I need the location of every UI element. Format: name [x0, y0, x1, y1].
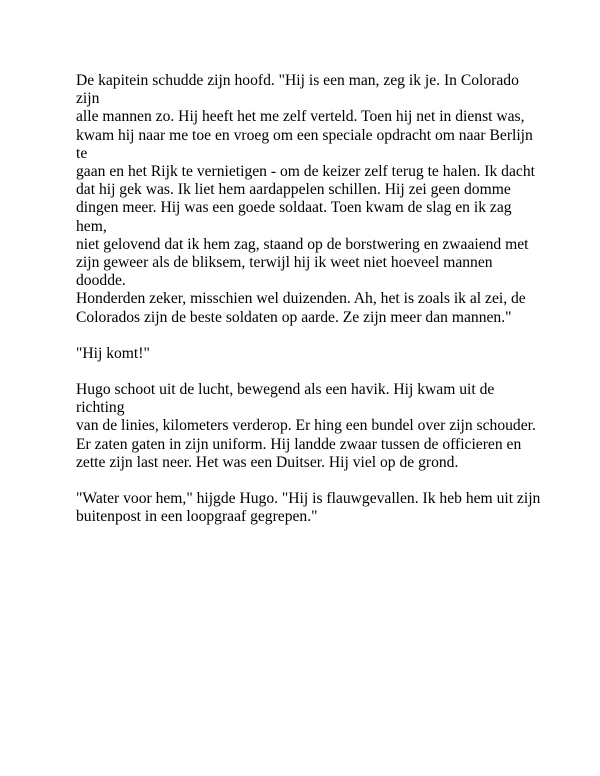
paragraph-hugo: Hugo schoot uit de lucht, bewegend als een havik. Hij kwam uit de richting van de linies, kilometers verderop. Er hing een bundel over zijn schouder. Er zaten gaten in zijn uniform. Hij landde zwaar tussen de officieren en zette zijn last neer. Het was een Duitser. Hij viel op de grond. [76, 381, 536, 471]
body-text [76, 72, 546, 544]
paragraph-water: "Water voor hem," hijgde Hugo. "Hij is flauwgevallen. Ik heb hem uit zijn buitenpost in een loopgraaf gegrepen." [76, 490, 541, 526]
paragraph-kapitein: De kapitein schudde zijn hoofd. "Hij is een man, zeg ik je. In Colorado zijn alle mannen zo. Hij heeft het me zelf verteld. Toen hij net in dienst was, kwam hij naar me toe en vroeg om een speciale opdracht om naar Berlijn te gaan en het Rijk te vernietigen - om de keizer zelf terug te halen. Ik dacht dat hij gek was. Ik liet hem aardappelen schillen. Hij zei geen domme dingen meer. Hij was een goede soldaat. Toen kwam de slag en ik zag hem, niet gelovend dat ik hem zag, staand op de borstwering en zwaaiend met zijn geweer als de bliksem, terwijl hij ik weet niet hoeveel mannen doodde. Honderden zeker, misschien wel duizenden. Ah, het is zoals ik al zei, de Colorados zijn de beste soldaten op aarde. Ze zijn meer dan mannen." [76, 72, 535, 326]
paragraph-hij-komt: "Hij komt!" [76, 344, 150, 362]
